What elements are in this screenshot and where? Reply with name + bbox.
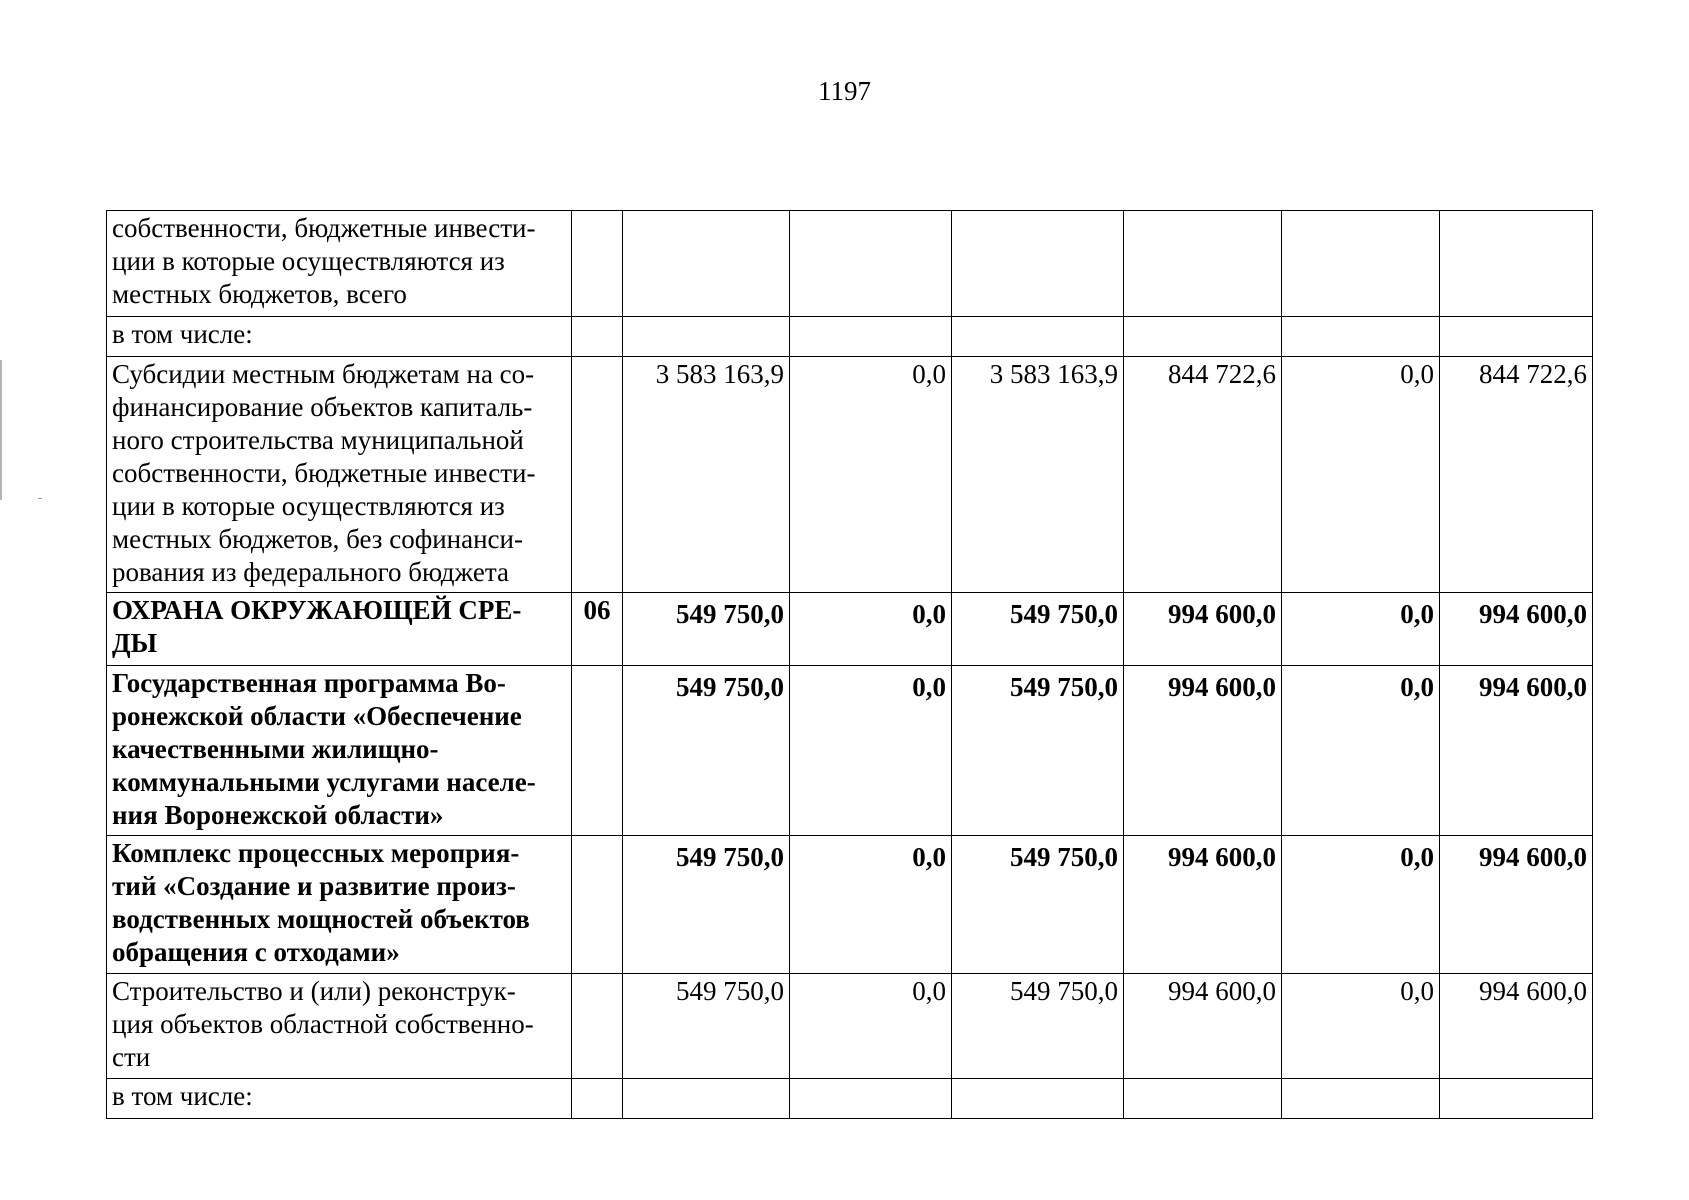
value-cell: 994 600,0 xyxy=(1124,836,1282,974)
row-name: Государственная программа Во- ронежской области «Обеспечение качественными жилищно- коммунальными услугами населе- ния Воронежской области» xyxy=(107,666,572,836)
page-number: 1197 xyxy=(818,76,871,106)
section-code xyxy=(572,357,623,593)
value-cell: 844 722,6 xyxy=(1440,357,1593,593)
section-code xyxy=(572,1079,623,1119)
value-cell: 549 750,0 xyxy=(623,974,790,1079)
value-cell xyxy=(1124,1079,1282,1119)
value-cell: 3 583 163,9 xyxy=(952,357,1124,593)
row-name: ОХРАНА ОКРУЖАЮЩЕЙ СРЕ- ДЫ xyxy=(107,593,572,666)
value-cell: 0,0 xyxy=(790,593,952,666)
row-name: в том числе: xyxy=(107,1079,572,1119)
value-cell: 994 600,0 xyxy=(1440,666,1593,836)
value-cell: 0,0 xyxy=(790,974,952,1079)
value-cell: 0,0 xyxy=(1282,357,1440,593)
value-cell: 549 750,0 xyxy=(623,666,790,836)
section-code xyxy=(572,666,623,836)
value-cell xyxy=(1440,317,1593,357)
value-cell xyxy=(790,1079,952,1119)
value-cell: 994 600,0 xyxy=(1440,974,1593,1079)
value-cell xyxy=(952,211,1124,317)
value-cell xyxy=(1124,211,1282,317)
value-cell: 549 750,0 xyxy=(952,593,1124,666)
section-code xyxy=(572,211,623,317)
value-cell: 0,0 xyxy=(1282,836,1440,974)
table-row xyxy=(107,666,1593,836)
value-cell: 994 600,0 xyxy=(1440,593,1593,666)
row-name: собственности, бюджетные инвести- ции в которые осуществляются из местных бюджетов, всего xyxy=(107,211,572,317)
value-cell: 844 722,6 xyxy=(1124,357,1282,593)
value-cell xyxy=(790,317,952,357)
value-cell xyxy=(1282,317,1440,357)
value-cell: 0,0 xyxy=(790,666,952,836)
section-code xyxy=(572,974,623,1079)
section-code xyxy=(572,836,623,974)
value-cell: 549 750,0 xyxy=(623,836,790,974)
value-cell xyxy=(623,317,790,357)
value-cell: 0,0 xyxy=(1282,666,1440,836)
section-code xyxy=(572,317,623,357)
value-cell xyxy=(1282,211,1440,317)
table-row xyxy=(107,974,1593,1079)
value-cell xyxy=(790,211,952,317)
table-row xyxy=(107,593,1593,666)
value-cell: 0,0 xyxy=(790,836,952,974)
value-cell: 0,0 xyxy=(790,357,952,593)
value-cell: 0,0 xyxy=(1282,593,1440,666)
value-cell: 994 600,0 xyxy=(1124,593,1282,666)
value-cell: 994 600,0 xyxy=(1440,836,1593,974)
value-cell xyxy=(623,1079,790,1119)
table-row xyxy=(107,357,1593,593)
row-name: в том числе: xyxy=(107,317,572,357)
table-row xyxy=(107,317,1593,357)
value-cell xyxy=(952,317,1124,357)
row-name: Комплекс процессных мероприя- тий «Создание и развитие произ- водственных мощностей объектов обращения с отходами» xyxy=(107,836,572,974)
scan-edge-mark xyxy=(0,360,2,500)
table-row xyxy=(107,836,1593,974)
section-code: 06 xyxy=(572,593,623,666)
table-row xyxy=(107,211,1593,317)
value-cell xyxy=(1282,1079,1440,1119)
table-row xyxy=(107,1079,1593,1119)
value-cell xyxy=(1440,1079,1593,1119)
value-cell: 549 750,0 xyxy=(623,593,790,666)
row-name: Субсидии местным бюджетам на со- финансирование объектов капиталь- ного строительства муниципальной собственности, бюджетные инвести- ции в которые осуществляются из местных бюджетов, без софинанси- рования из федерального бюджета xyxy=(107,357,572,593)
value-cell xyxy=(1440,211,1593,317)
value-cell xyxy=(623,211,790,317)
value-cell: 3 583 163,9 xyxy=(623,357,790,593)
row-name: Строительство и (или) реконструк- ция объектов областной собственно- сти xyxy=(107,974,572,1079)
value-cell: 0,0 xyxy=(1282,974,1440,1079)
scan-edge-dash xyxy=(38,498,42,499)
budget-table xyxy=(106,210,1593,1119)
value-cell: 994 600,0 xyxy=(1124,974,1282,1079)
value-cell: 549 750,0 xyxy=(952,836,1124,974)
value-cell: 994 600,0 xyxy=(1124,666,1282,836)
value-cell: 549 750,0 xyxy=(952,974,1124,1079)
value-cell: 549 750,0 xyxy=(952,666,1124,836)
value-cell xyxy=(952,1079,1124,1119)
value-cell xyxy=(1124,317,1282,357)
